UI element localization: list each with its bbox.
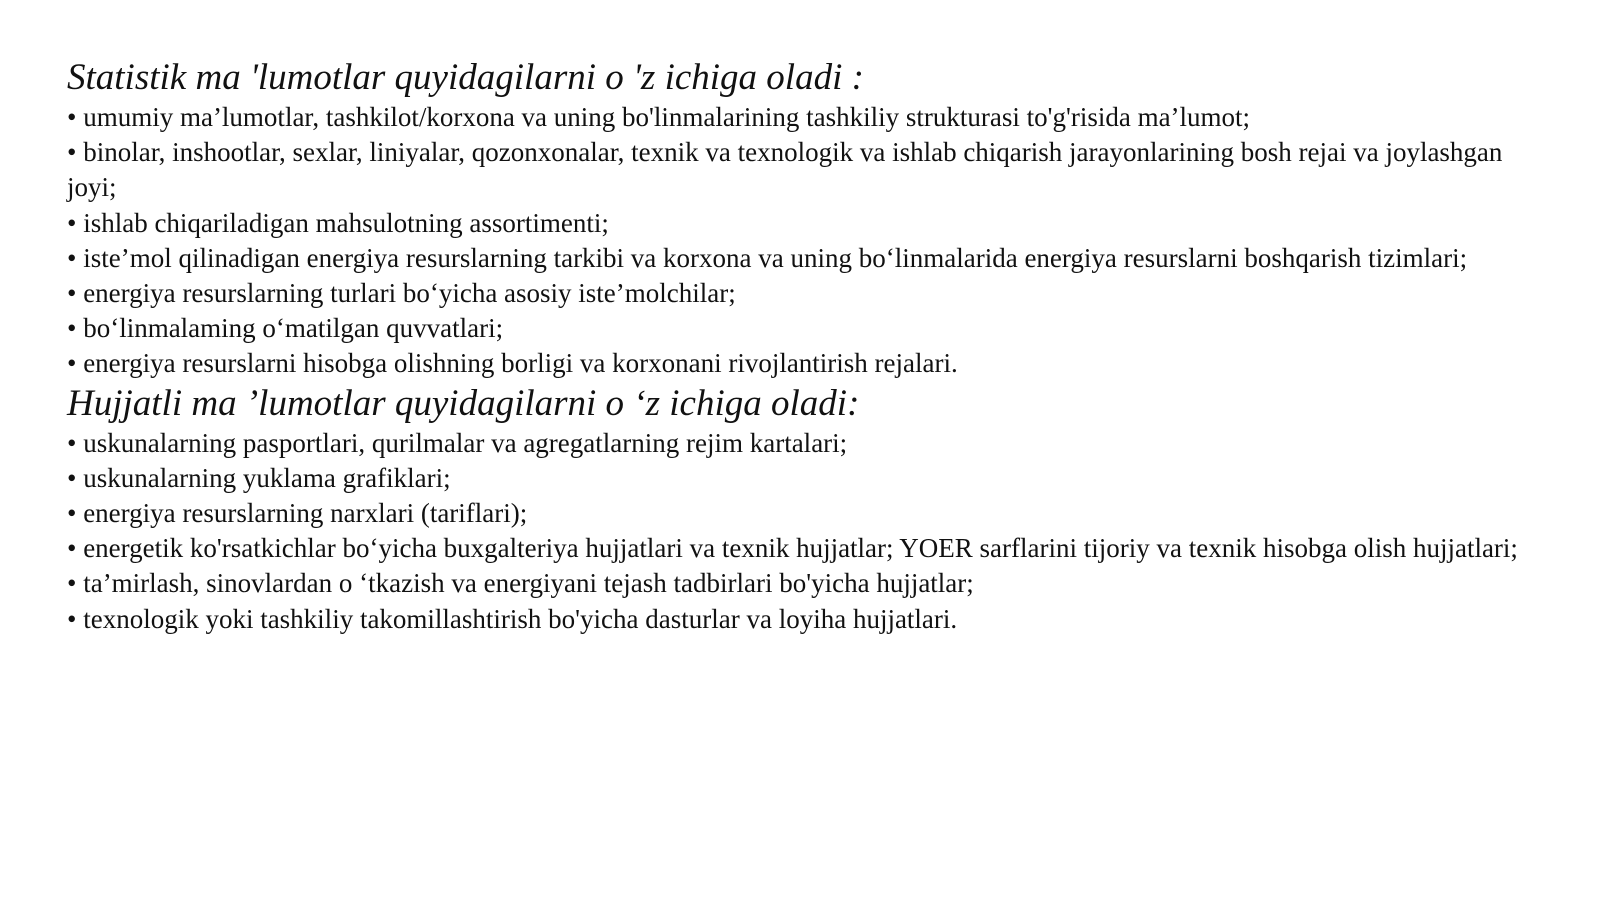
list-item-text: uskunalarning yuklama grafiklari; bbox=[83, 462, 451, 493]
list-item bbox=[67, 496, 1527, 531]
list-item bbox=[67, 461, 1527, 496]
bullet: • bbox=[67, 207, 84, 238]
bullet: • bbox=[67, 427, 84, 458]
list-item bbox=[67, 602, 1527, 637]
list-item-text: energiya resurslarning narxlari (tariflari); bbox=[83, 498, 528, 529]
list-item bbox=[67, 346, 1527, 381]
list-item bbox=[67, 135, 1527, 205]
list-item bbox=[67, 206, 1527, 241]
bullet: • bbox=[67, 313, 84, 344]
section-heading-hujjatli: Hujjatli ma ’lumotlar quyidagilarni o ‘z ichiga oladi: bbox=[67, 382, 860, 424]
section-heading-statistik: Statistik ma 'lumotlar quyidagilarni o 'z ichiga oladi : bbox=[67, 57, 864, 98]
list-item-text: iste’mol qilinadigan energiya resurslarning tarkibi va korxona va uning bo‘linmalarida energiya resurslarni boshqarish tizimlari; bbox=[83, 242, 1468, 273]
bullet: • bbox=[67, 603, 84, 634]
list-item-text: energetik ko'rsatkichlar bo‘yicha buxgalteriya hujjatlari va texnik hujjatlar; YOER sarflarini tijoriy va texnik hisobga olish hujjatlari; bbox=[83, 533, 1518, 564]
list-item-text: bo‘linmalaming o‘matilgan quvvatlari; bbox=[83, 313, 504, 344]
hujjatli-list bbox=[67, 426, 1527, 637]
bullet: • bbox=[67, 498, 84, 529]
bullet: • bbox=[67, 533, 84, 564]
bullet: • bbox=[67, 242, 84, 273]
list-item-text: energiya resurslarni hisobga olishning borligi va korxonani rivojlantirish rejalari. bbox=[83, 348, 958, 379]
list-item bbox=[67, 531, 1527, 566]
bullet: • bbox=[67, 348, 84, 379]
bullet: • bbox=[67, 102, 84, 132]
bullet: • bbox=[67, 568, 84, 599]
list-item bbox=[67, 276, 1527, 311]
list-item bbox=[67, 311, 1527, 346]
list-item-text: texnologik yoki tashkiliy takomillashtirish bo'yicha dasturlar va loyiha hujjatlari. bbox=[83, 603, 958, 634]
list-item-text: ishlab chiqariladigan mahsulotning assortimenti; bbox=[83, 207, 609, 238]
list-item bbox=[67, 100, 1527, 135]
slide-content bbox=[67, 56, 1527, 637]
bullet: • bbox=[67, 137, 84, 168]
list-item-text: energiya resurslarning turlari bo‘yicha asosiy iste’molchilar; bbox=[83, 278, 736, 309]
list-item bbox=[67, 566, 1527, 601]
list-item-text: ta’mirlash, sinovlardan o ‘tkazish va energiyani tejash tadbirlari bo'yicha hujjatlar; bbox=[83, 568, 974, 599]
bullet: • bbox=[67, 278, 84, 309]
bullet: • bbox=[67, 462, 84, 493]
list-item-text: binolar, inshootlar, sexlar, liniyalar, qozonxonalar, texnik va texnologik va ishlab chiqarish jarayonlarining bosh rejai va joylashgan joyi; bbox=[67, 137, 1503, 203]
list-item-text: umumiy ma’lumotlar, tashkilot/korxona va uning bo'linmalarining tashkiliy strukturasi to'g'risida ma’lumot; bbox=[83, 102, 1251, 132]
list-item bbox=[67, 426, 1527, 461]
list-item bbox=[67, 241, 1527, 276]
list-item-text: uskunalarning pasportlari, qurilmalar va agregatlarning rejim kartalari; bbox=[83, 427, 848, 458]
statistik-list bbox=[67, 100, 1527, 382]
